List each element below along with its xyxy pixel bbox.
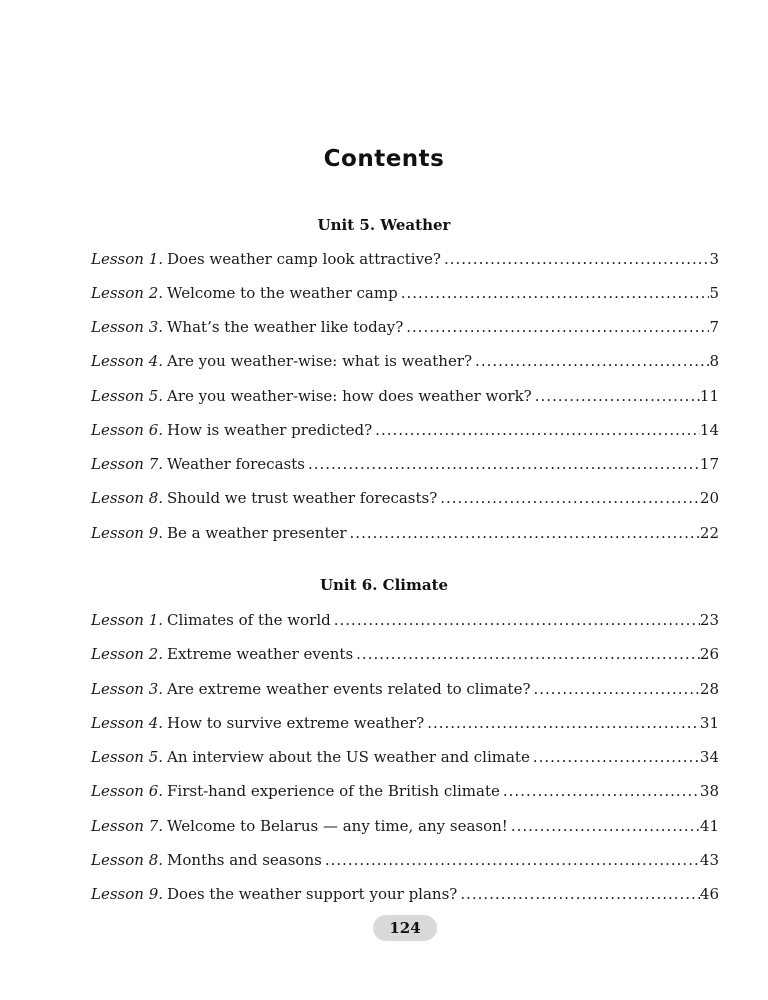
unit-heading-5: Unit 5. Weather <box>317 216 451 234</box>
page-number: 8 <box>709 352 719 370</box>
lesson-title: Does weather camp look attractive? <box>167 250 441 268</box>
page-number: 3 <box>709 250 719 268</box>
page-number: 17 <box>699 455 719 473</box>
lesson-label: Lesson 9. <box>91 885 164 903</box>
toc-entry[interactable] <box>91 643 719 665</box>
toc-entry[interactable] <box>91 609 719 631</box>
dot-leader <box>353 643 700 665</box>
lesson-label: Lesson 2. <box>91 284 164 302</box>
lesson-title: Months and seasons <box>167 851 322 869</box>
lesson-label: Lesson 8. <box>91 851 164 869</box>
toc-entry[interactable] <box>91 282 719 304</box>
page-number: 28 <box>699 680 719 698</box>
dot-leader <box>530 746 700 768</box>
toc-entry[interactable] <box>91 316 719 338</box>
dot-leader <box>331 609 700 631</box>
toc-entry[interactable] <box>91 780 719 802</box>
toc-entry[interactable] <box>91 453 719 475</box>
lesson-label: Lesson 2. <box>91 645 164 663</box>
lesson-title: Are extreme weather events related to climate? <box>167 680 531 698</box>
toc-entry[interactable] <box>91 849 719 871</box>
page-number: 34 <box>699 748 719 766</box>
toc-entry[interactable] <box>91 746 719 768</box>
lesson-title: Welcome to Belarus — any time, any season! <box>167 817 508 835</box>
lesson-title: Weather forecasts <box>167 455 305 473</box>
page-number: 20 <box>699 489 719 507</box>
dot-leader <box>437 487 700 509</box>
toc-entry[interactable] <box>91 678 719 700</box>
dot-leader <box>424 712 700 734</box>
dot-leader <box>500 780 700 802</box>
page-number: 41 <box>699 817 719 835</box>
toc-entry[interactable] <box>91 248 719 270</box>
lesson-title: An interview about the US weather and climate <box>167 748 530 766</box>
toc-entry[interactable] <box>91 350 719 372</box>
lesson-label: Lesson 6. <box>91 782 164 800</box>
dot-leader <box>508 815 700 837</box>
page-number: 23 <box>699 611 719 629</box>
lesson-label: Lesson 7. <box>91 455 164 473</box>
lesson-label: Lesson 5. <box>91 387 164 405</box>
lesson-label: Lesson 4. <box>91 714 164 732</box>
page-number: 14 <box>699 421 719 439</box>
page-number: 26 <box>699 645 719 663</box>
page-number-badge: 124 <box>373 915 437 941</box>
dot-leader <box>372 419 700 441</box>
lesson-label: Lesson 9. <box>91 524 164 542</box>
dot-leader <box>531 678 700 700</box>
dot-leader <box>322 849 700 871</box>
toc-entry[interactable] <box>91 815 719 837</box>
toc-entry[interactable] <box>91 712 719 734</box>
lesson-title: Are you weather-wise: what is weather? <box>167 352 473 370</box>
lesson-title: Welcome to the weather camp <box>167 284 398 302</box>
lesson-label: Lesson 1. <box>91 611 164 629</box>
toc-entry[interactable] <box>91 522 719 544</box>
lesson-title: Be a weather presenter <box>167 524 347 542</box>
lesson-title: Are you weather-wise: how does weather work? <box>167 387 532 405</box>
dot-leader <box>441 248 709 270</box>
page-number: 5 <box>709 284 719 302</box>
dot-leader <box>457 883 700 905</box>
dot-leader <box>403 316 709 338</box>
lesson-label: Lesson 4. <box>91 352 164 370</box>
toc-entry[interactable] <box>91 487 719 509</box>
page-number: 38 <box>699 782 719 800</box>
lesson-title: Extreme weather events <box>167 645 354 663</box>
lesson-title: Does the weather support your plans? <box>167 885 458 903</box>
lesson-title: What’s the weather like today? <box>167 318 404 336</box>
page-number: 7 <box>709 318 719 336</box>
lesson-title: Should we trust weather forecasts? <box>167 489 438 507</box>
lesson-title: First-hand experience of the British climate <box>167 782 500 800</box>
lesson-label: Lesson 3. <box>91 680 164 698</box>
page-number: 22 <box>699 524 719 542</box>
page-number: 46 <box>699 885 719 903</box>
lesson-title: How is weather predicted? <box>167 421 373 439</box>
lesson-label: Lesson 6. <box>91 421 164 439</box>
lesson-label: Lesson 8. <box>91 489 164 507</box>
unit-heading-6: Unit 6. Climate <box>319 576 449 594</box>
dot-leader <box>472 350 709 372</box>
dot-leader <box>305 453 700 475</box>
page-title: Contents <box>323 146 445 172</box>
page-number: 43 <box>699 851 719 869</box>
dot-leader <box>347 522 700 544</box>
dot-leader <box>398 282 710 304</box>
dot-leader <box>532 385 700 407</box>
toc-entry[interactable] <box>91 385 719 407</box>
page-number: 31 <box>699 714 719 732</box>
lesson-label: Lesson 3. <box>91 318 164 336</box>
lesson-title: Climates of the world <box>167 611 331 629</box>
toc-entry[interactable] <box>91 883 719 905</box>
toc-entry[interactable] <box>91 419 719 441</box>
lesson-title: How to survive extreme weather? <box>167 714 425 732</box>
lesson-label: Lesson 1. <box>91 250 164 268</box>
lesson-label: Lesson 7. <box>91 817 164 835</box>
page-number: 11 <box>699 387 719 405</box>
lesson-label: Lesson 5. <box>91 748 164 766</box>
